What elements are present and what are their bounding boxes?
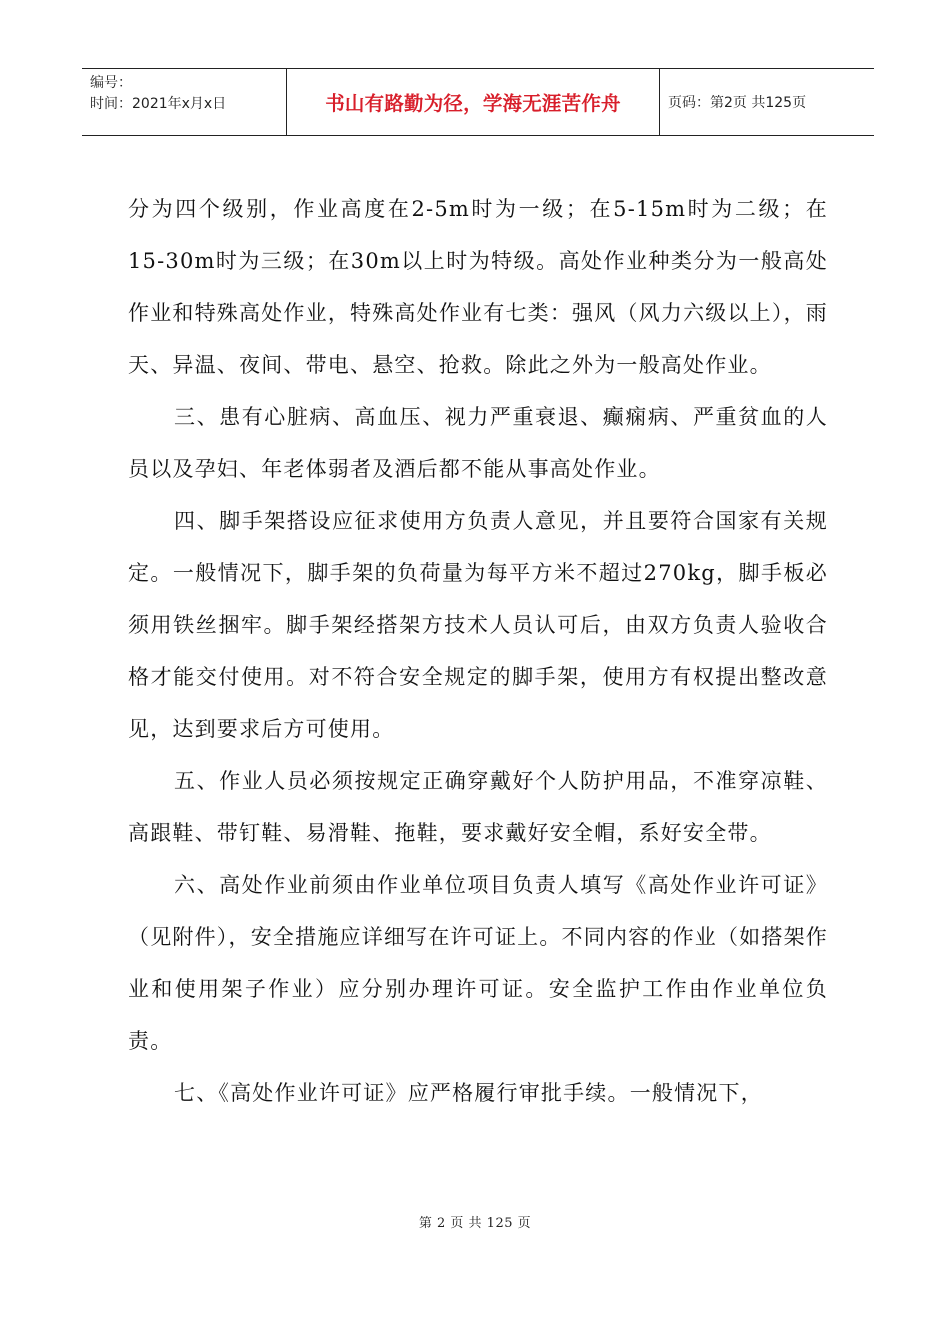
header-motto-cell bbox=[286, 69, 660, 135]
paragraph-item-6: 六、高处作业前须由作业单位项目负责人填写《高处作业许可证》（见附件），安全措施应详细写在许可证上。不同内容的作业（如搭架作业和使用架子作业）应分别办理许可证。安全监护工作由作业单位负责。 bbox=[128, 873, 828, 1053]
document-number-label: 编号： bbox=[90, 75, 132, 91]
document-time: 时间：2021年x月x日 bbox=[90, 96, 227, 112]
paragraph-continuation: 分为四个级别，作业高度在2-5m时为一级；在5-15m时为二级；在15-30m时为三级；在30m以上时为特级。高处作业种类分为一般高处作业和特殊高处作业，特殊高处作业有七类：强风（风力六级以上），雨天、异温、夜间、带电、悬空、抢救。除此之外为一般高处作业。 bbox=[128, 197, 828, 377]
header-motto: 书山有路勤为径，学海无涯苦作舟 bbox=[325, 92, 621, 115]
paragraph-item-4: 四、脚手架搭设应征求使用方负责人意见，并且要符合国家有关规定。一般情况下，脚手架的负荷量为每平方米不超过270kg，脚手板必须用铁丝捆牢。脚手架经搭架方技术人员认可后，由双方负责人验收合格才能交付使用。对不符合安全规定的脚手架，使用方有权提出整改意见，达到要求后方可使用。 bbox=[128, 509, 828, 741]
paragraph-item-7: 七、《高处作业许可证》应严格履行审批手续。一般情况下， bbox=[174, 1081, 763, 1105]
paragraph-item-3: 三、患有心脏病、高血压、视力严重衰退、癫痫病、严重贫血的人员以及孕妇、年老体弱者及酒后都不能从事高处作业。 bbox=[128, 405, 828, 481]
page-header bbox=[82, 68, 874, 136]
header-meta bbox=[82, 69, 286, 135]
page-footer: 第 2 页 共 125 页 bbox=[418, 1216, 532, 1231]
header-page-info: 页码：第2页 共125页 bbox=[668, 95, 807, 111]
paragraph-item-5: 五、作业人员必须按规定正确穿戴好个人防护用品，不准穿凉鞋、高跟鞋、带钉鞋、易滑鞋、拖鞋，要求戴好安全帽，系好安全带。 bbox=[128, 769, 828, 845]
document-body bbox=[128, 183, 828, 1119]
